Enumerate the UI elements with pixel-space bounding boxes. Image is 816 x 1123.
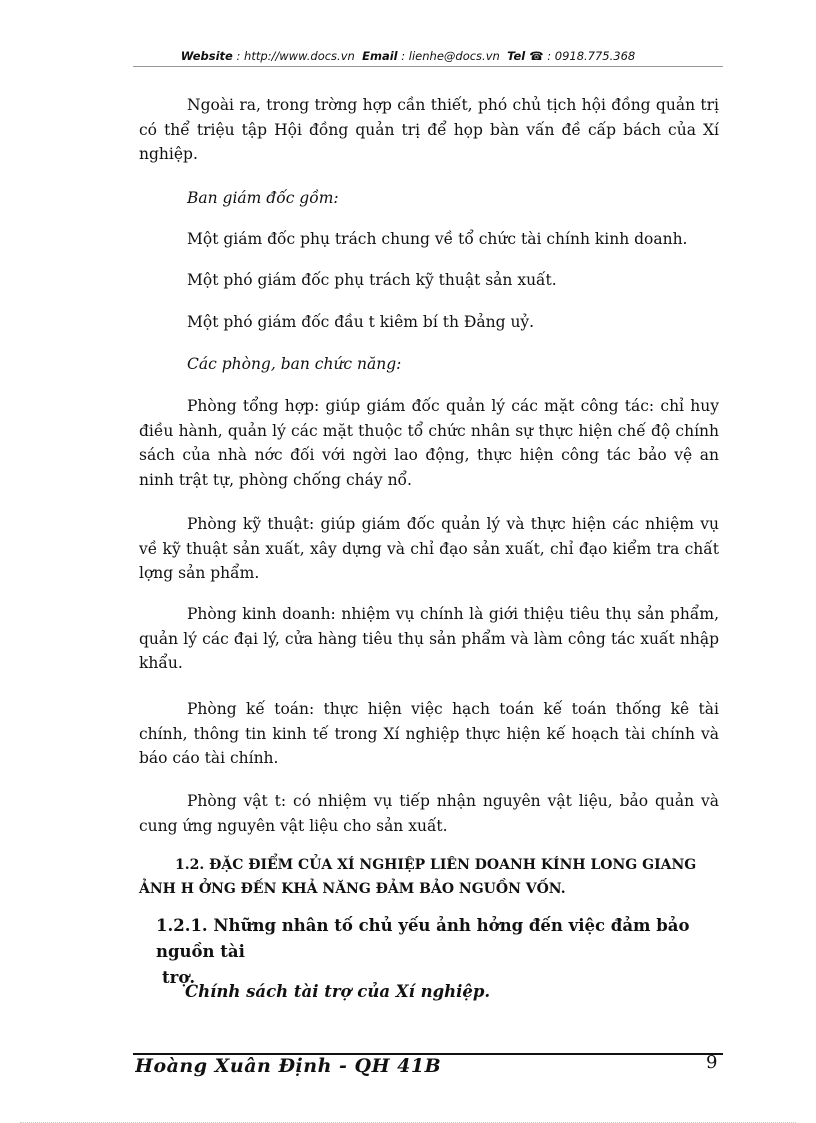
website-value: : http://www.docs.vn <box>236 49 355 63</box>
section-heading-1-2-1 <box>156 913 722 991</box>
paragraph-intro: Ngoài ra, trong trờng hợp cần thiết, phó chủ tịch hội đồng quản trị có thể triệu tập Hội đồng quản trị để họp bàn vấn đề cấp bách của Xí nghiệp. <box>139 96 719 163</box>
cac-phong-heading: Các phòng, ban chức năng: <box>187 355 402 373</box>
page-header <box>0 49 816 63</box>
paragraph-phong-ke-toan: Phòng kế toán: thực hiện việc hạch toán kế toán thống kê tài chính, thông tin kinh tế trong Xí nghiệp thực hiện kế hoạch tài chính và báo cáo tài chính. <box>139 700 719 767</box>
website-label: Website <box>180 49 233 63</box>
paragraph-phong-vat-tu: Phòng vật t: có nhiệm vụ tiếp nhận nguyên vật liệu, bảo quản và cung ứng nguyên vật liệu cho sản xuất. <box>139 792 719 835</box>
paragraph-phong-ky-thuat: Phòng kỹ thuật: giúp giám đốc quản lý và thực hiện các nhiệm vụ về kỹ thuật sản xuất, xây dựng và chỉ đạo sản xuất, chỉ đạo kiểm tra chất lợng sản phẩm. <box>139 515 719 582</box>
tel-value: : 0918.775.368 <box>547 49 636 63</box>
bgd-item-1: Một giám đốc phụ trách chung về tổ chức tài chính kinh doanh. <box>187 230 688 248</box>
paragraph-phong-kinh-doanh: Phòng kinh doanh: nhiệm vụ chính là giới thiệu tiêu thụ sản phẩm, quản lý các đại lý, cửa hàng tiêu thụ sản phẩm và làm công tác xuất nhập khẩu. <box>139 605 719 672</box>
section-1-2-1-line-2: trợ. <box>162 968 196 987</box>
bgd-item-3: Một phó giám đốc đầu t kiêm bí th Đảng uỷ. <box>187 313 535 331</box>
footer-author: Hoàng Xuân Định - QH 41B <box>135 1055 442 1077</box>
bgd-item-2: Một phó giám đốc phụ trách kỹ thuật sản xuất. <box>187 271 557 289</box>
section-1-2-1-line-1: 1.2.1. Những nhân tố chủ yếu ảnh hởng đến việc đảm bảo nguồn tài <box>156 916 690 961</box>
email-label: Email <box>362 49 398 63</box>
tel-label: Tel ☎ <box>507 49 544 63</box>
email-value: : lienhe@docs.vn <box>401 49 500 63</box>
section-heading-1-2: 1.2. ĐẶC ĐIỂM CỦA XÍ NGHIỆP LIÊN DOANH KÍNH LONG GIANG ẢNH H ỞNG ĐẾN KHẢ NĂNG ĐẢM BẢO NGUỒN VỐN. <box>139 857 697 897</box>
subheading-chinh-sach: Chính sách tài trợ của Xí nghiệp. <box>185 982 491 1001</box>
paragraph-phong-tong-hop: Phòng tổng hợp: giúp giám đốc quản lý các mặt công tác: chỉ huy điều hành, quản lý các mặt thuộc tổ chức nhân sự thực hiện chế độ chính sách của nhà nớc đối với ngời lao động, thực hiện công tác bảo vệ an ninh trật tự, phòng chống cháy nổ. <box>139 397 719 489</box>
ban-giam-doc-heading: Ban giám đốc gồm: <box>187 189 339 207</box>
header-divider <box>133 66 723 67</box>
page-number: 9 <box>706 1052 718 1073</box>
